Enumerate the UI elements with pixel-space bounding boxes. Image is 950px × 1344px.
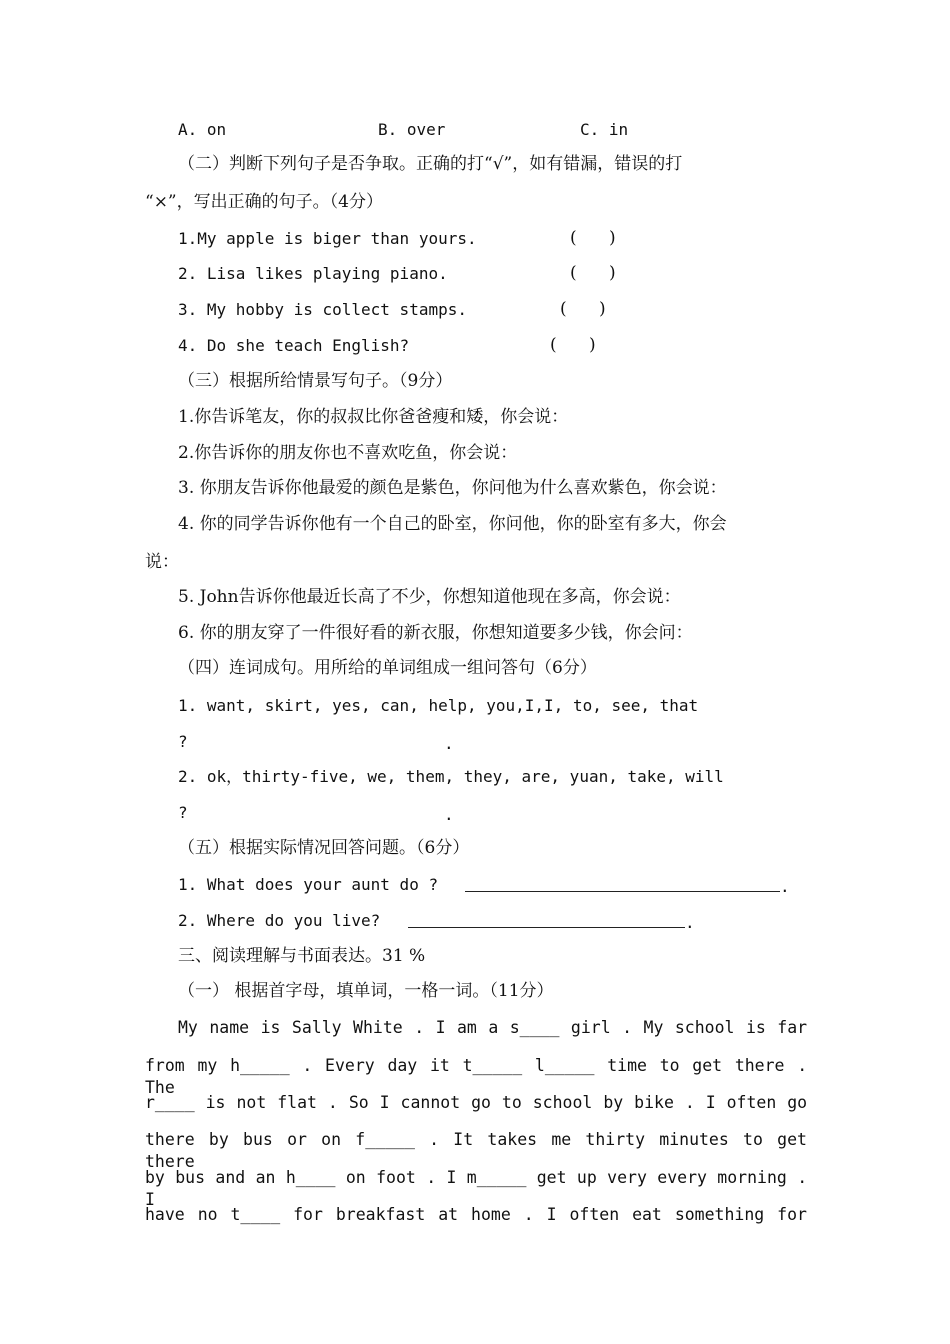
passage-line-3: [145, 1092, 807, 1114]
passage-word: go: [787, 1093, 808, 1112]
passage-word: is: [205, 1093, 226, 1112]
section3-item-3: 3. 你朋友告诉你他最爱的颜色是紫色，你问他为什么喜欢紫色，你会说：: [178, 478, 727, 498]
passage-word[interactable]: h_____: [230, 1056, 290, 1075]
passage-word: far: [777, 1018, 808, 1037]
passage-word: there: [734, 1056, 785, 1075]
passage-word: I: [379, 1093, 390, 1112]
passage-word: takes: [487, 1130, 538, 1149]
passage-word: at: [438, 1205, 459, 1224]
answer-paren-2: ( ): [570, 263, 616, 283]
section2-item-2: 2. Lisa likes playing piano.: [178, 264, 448, 283]
passage-word: go: [471, 1093, 491, 1112]
passage-word: up: [576, 1168, 597, 1187]
passage-word: I: [546, 1205, 557, 1224]
passage-word: foot: [376, 1168, 416, 1187]
section4-q2-qmark: ?: [178, 803, 188, 822]
passage-word: is: [745, 1018, 766, 1037]
passage-word: to: [659, 1056, 680, 1075]
passage-word: I: [446, 1168, 457, 1187]
section5-heading: （五）根据实际情况回答问题。（6分）: [178, 838, 470, 858]
answer-line-2[interactable]: [408, 911, 685, 928]
passage-word: .: [429, 1130, 440, 1149]
passage-word: .: [523, 1205, 534, 1224]
passage-word: on: [321, 1130, 342, 1149]
passage-word: home: [471, 1205, 511, 1224]
section3-item-5: 5. John告诉你他最近长高了不少，你想知道他现在多高，你会说：: [178, 587, 681, 607]
passage-word: I: [435, 1018, 446, 1037]
section5-q2-period: .: [685, 913, 695, 932]
part3-sub1-heading: （一） 根据首字母，填单词，一格一词。（11分）: [178, 981, 554, 1001]
passage-word: from: [145, 1056, 185, 1075]
passage-word: day: [387, 1056, 418, 1075]
passage-word: very: [607, 1168, 647, 1187]
section4-q1-period: .: [444, 734, 454, 753]
passage-word: there: [145, 1130, 195, 1149]
section2-heading-line1: （二）判断下列句子是否争取。正确的打“√”，如有错漏，错误的打: [178, 154, 683, 174]
passage-word[interactable]: t_____: [462, 1056, 523, 1075]
passage-word[interactable]: t____: [230, 1205, 281, 1224]
passage-word: morning: [717, 1168, 787, 1187]
passage-word: .: [327, 1093, 338, 1112]
passage-word: is: [260, 1018, 281, 1037]
passage-word: for: [293, 1205, 323, 1224]
passage-word: often: [726, 1093, 777, 1112]
passage-word: The: [145, 1078, 175, 1097]
passage-word[interactable]: l_____: [534, 1056, 595, 1075]
section3-heading: （三）根据所给情景写句子。（9分）: [178, 371, 453, 391]
passage-word: a: [488, 1018, 499, 1037]
passage-line-1: [178, 1017, 807, 1039]
passage-word: .: [797, 1056, 808, 1075]
passage-word: get: [536, 1168, 567, 1187]
section3-item-6: 6. 你的朋友穿了一件很好看的新衣服，你想知道要多少钱，你会问：: [178, 623, 693, 643]
passage-word: it: [429, 1056, 450, 1075]
part3-heading: 三、阅读理解与书面表达。31 %: [178, 946, 426, 966]
section4-q1-qmark: ?: [178, 732, 188, 751]
passage-line-6: [145, 1204, 807, 1226]
answer-paren-1: ( ): [570, 228, 616, 248]
passage-word: and: [215, 1168, 246, 1187]
passage-word: there: [145, 1152, 195, 1171]
passage-word[interactable]: f_____: [355, 1130, 415, 1149]
passage-word: something: [674, 1205, 765, 1224]
passage-word: .: [684, 1093, 695, 1112]
passage-word: .: [797, 1168, 808, 1187]
passage-word[interactable]: h____: [285, 1168, 336, 1187]
passage-word: time: [607, 1056, 647, 1075]
passage-word: .: [302, 1056, 313, 1075]
passage-word: get: [777, 1130, 807, 1149]
section4-q2: 2. ok，thirty-five, we, them, they, are, yuan, take, will: [178, 767, 724, 786]
passage-word: bus: [243, 1130, 273, 1149]
passage-word: minutes: [659, 1130, 729, 1149]
section2-item-1: 1.My apple is biger than yours.: [178, 229, 477, 248]
passage-word: by: [603, 1093, 624, 1112]
section5-q1-period: .: [780, 877, 790, 896]
passage-word: no: [197, 1205, 218, 1224]
section5-q1: 1. What does your aunt do ?: [178, 875, 439, 894]
passage-word: My: [643, 1018, 664, 1037]
section5-q2: 2. Where do you live?: [178, 911, 381, 930]
passage-word: .: [622, 1018, 633, 1037]
section3-item-4: 4. 你的同学告诉你他有一个自己的卧室，你问他，你的卧室有多大，你会: [178, 514, 727, 534]
option-b: B. over: [378, 120, 446, 139]
passage-word: by: [208, 1130, 229, 1149]
section2-heading-line2: “×”，写出正确的句子。（4分）: [145, 192, 383, 212]
passage-word: It: [453, 1130, 474, 1149]
passage-word: for: [777, 1205, 807, 1224]
passage-word: am: [457, 1018, 477, 1037]
passage-word: my: [197, 1056, 218, 1075]
option-c: C. in: [580, 120, 629, 139]
passage-word: bus: [175, 1168, 206, 1187]
passage-word: My: [178, 1018, 198, 1037]
passage-word: not: [236, 1093, 267, 1112]
passage-word: girl: [570, 1018, 611, 1037]
passage-word: have: [145, 1205, 185, 1224]
passage-word: cannot: [400, 1093, 461, 1112]
passage-word: flat: [277, 1093, 317, 1112]
passage-word: I: [705, 1093, 716, 1112]
passage-word: thirty: [585, 1130, 646, 1149]
passage-word: .: [426, 1168, 437, 1187]
section3-item-2: 2.你告诉你的朋友你也不喜欢吃鱼，你会说：: [178, 443, 518, 463]
passage-word: to: [501, 1093, 522, 1112]
passage-word[interactable]: m_____: [466, 1168, 527, 1187]
passage-word: Sally: [291, 1018, 342, 1037]
answer-paren-3: ( ): [560, 299, 606, 319]
passage-word: every: [657, 1168, 707, 1187]
passage-word: .: [414, 1018, 425, 1037]
passage-word: to: [743, 1130, 763, 1149]
passage-word[interactable]: s____: [509, 1018, 560, 1037]
passage-word: school: [674, 1018, 735, 1037]
passage-word: or: [287, 1130, 307, 1149]
passage-word: bike: [634, 1093, 674, 1112]
section4-heading: （四）连词成句。用所给的单词组成一组问答句（6分）: [178, 658, 597, 678]
passage-word: get: [692, 1056, 723, 1075]
answer-line-1[interactable]: [465, 875, 780, 892]
passage-word: school: [532, 1093, 593, 1112]
passage-word[interactable]: r____: [145, 1093, 195, 1112]
passage-word: by: [145, 1168, 165, 1187]
passage-word: White: [353, 1018, 403, 1037]
passage-word: So: [348, 1093, 369, 1112]
passage-word: on: [345, 1168, 366, 1187]
answer-paren-4: ( ): [550, 335, 596, 355]
section2-item-4: 4. Do she teach English?: [178, 336, 410, 355]
passage-word: breakfast: [335, 1205, 426, 1224]
passage-word: Every: [325, 1056, 375, 1075]
section2-item-3: 3. My hobby is collect stamps.: [178, 300, 467, 319]
passage-word: often: [569, 1205, 620, 1224]
passage-word: me: [551, 1130, 572, 1149]
section4-q2-period: .: [444, 805, 454, 824]
passage-word: I: [145, 1190, 155, 1209]
option-a: A. on: [178, 120, 227, 139]
passage-word: an: [255, 1168, 276, 1187]
section4-q1: 1. want, skirt, yes, can, help, you,I,I, to, see, that: [178, 696, 699, 715]
section3-item-1: 1.你告诉笔友，你的叔叔比你爸爸瘦和矮，你会说：: [178, 407, 569, 427]
passage-word: name: [209, 1018, 250, 1037]
section3-item-4-cont: 说：: [145, 552, 179, 572]
passage-word: eat: [632, 1205, 662, 1224]
